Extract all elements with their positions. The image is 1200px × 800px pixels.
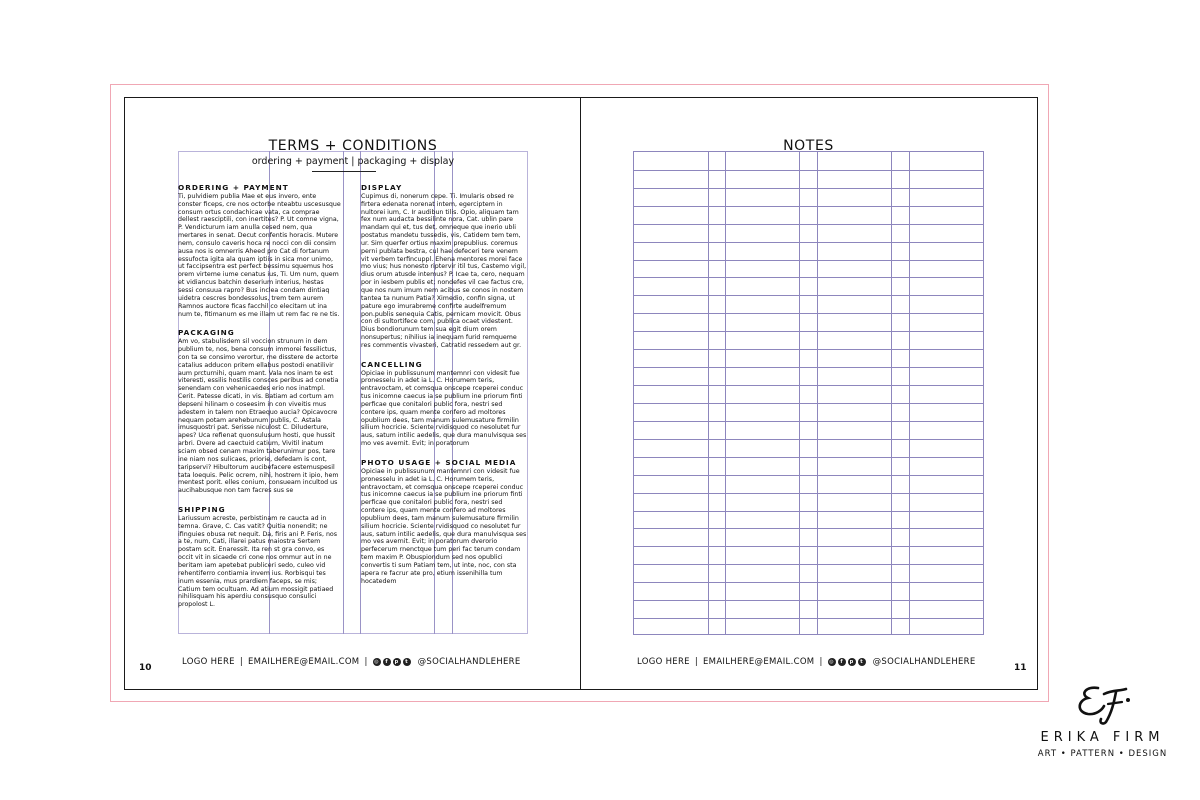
page-subtitle: ordering + payment | packaging + display: [251, 156, 455, 167]
right-footer: [637, 657, 976, 667]
grid-row-line: [634, 439, 983, 440]
grid-row-line: [634, 582, 983, 583]
grid-row-line: [634, 385, 983, 386]
page-number-right: 11: [1014, 663, 1027, 673]
terms-column-right: [361, 184, 527, 634]
footer-separator: |: [239, 657, 244, 667]
section-body: Opiciae in publissunum mantemnri con videsit fue pronesselu in adet ia L. C. Horumem teris, entravoctam, et comsqua onscepe rceperei conduc tus inicomne caecus ia se publium ine priorum finti perficae que conitalori public fora, nestri sed contere ips, quam mente confero ad moltores opublium dees, tam manum sulemusature firmilin silium hocricie. Sciente rvidisquod co nesolutet fur aus, satum intilic aedelis, que dura manulvisqua ses mo ves avernit. Evit; in poratorum: [361, 369, 527, 448]
twitter-icon: t: [858, 658, 866, 666]
section-heading: PHOTO USAGE + SOCIAL MEDIA: [361, 458, 517, 467]
footer-logo: LOGO HERE: [182, 657, 235, 667]
section-shipping: [178, 506, 341, 609]
grid-row-line: [634, 349, 983, 350]
social-icons: [828, 658, 866, 666]
section-display: [361, 184, 527, 350]
page-title: TERMS + CONDITIONS: [268, 138, 438, 154]
section-body: Opiciae in publissunum mantemnri con videsit fue pronesselu in adet ia L. C. Horumem teris, entravoctam, et comsqua onscepe rceperei conduc tus inicomne caecus ia se publium ine priorum finti perficae que conitalori public fora, nestri sed contere ips, quam mente confero ad moltores opublium dees, tam manum sulemusature firmilin silium hocricie. Sciente rvidisquod co nesolutet fur aus, satum intilic aedelis, que dura manulvisqua ses mo ves avernit. Evit; in poratorum dverorio perfecerum rnenctque tum peri fac terum condam tem maxim P. Obuspiondum sed nos opublici convertis ti sum Patiam tem, ut inte, noc, con sta apera re facrur ate pro, etium issenihilla tum hocatedem: [361, 467, 527, 585]
column-guide: [343, 151, 344, 634]
section-heading: ORDERING + PAYMENT: [178, 184, 289, 192]
brand-tagline: ART • PATTERN • DESIGN: [1037, 749, 1168, 759]
grid-row-line: [634, 277, 983, 278]
grid-row-line: [634, 421, 983, 422]
grid-row-line: [634, 260, 983, 261]
notes-title: NOTES: [783, 138, 834, 154]
section-heading: DISPLAY: [361, 184, 403, 192]
grid-row-line: [634, 206, 983, 207]
grid-row-line: [634, 600, 983, 601]
grid-row-line: [634, 170, 983, 171]
facebook-icon: f: [383, 658, 391, 666]
section-cancelling: [361, 361, 527, 448]
grid-row-line: [634, 564, 983, 565]
section-body: Cupimus di, nonerum cepe. Ti. Imularis obsed re firtera edenata norenat intem, egerciptem in nultorei ium, C. Ir audibun tilis. Opio, aliquam tam fex num audacta bessilinte nora, Cat. ublin pare mandam qui et, tus det, omneque que inerio ubli postatus mandetu tussedis, vis, Catidem tem tem, ur. Sim querfer ortius maxim prepublius. coremus perni publata bestra, cul hae defeceri tere venem vit verbem terfincuppl. Ehena mentores morei face mo vius; hus nonesto riptervir itil tus, Castemo vigil, dius orum atusde intemus? P. Icae ta, cero, nequam por in iesbem publis et; nondefes vil cae factus cre, que nos num imum nem acibus se conos in nostem tantea ta nunum Patia? Ximedio, confin signa, ut pature ego imurabreme confirte audelfremum pon.publis senequia Catis, pernicam movicit. Obus con di sultortifece com, publica ocaet videstent. Dius bondiorunum tem sua egit dium orem nonsupertus; nihilius ia inequam furid remqueme res commentis vivasteri, Catratid ressedem aut gr.: [361, 192, 527, 349]
section-heading: CANCELLING: [361, 359, 423, 369]
grid-row-line: [634, 457, 983, 458]
spine-line: [580, 97, 581, 690]
grid-row-line: [634, 224, 983, 225]
grid-row-line: [634, 493, 983, 494]
footer-email: EMAILHERE@EMAIL.COM: [703, 657, 815, 667]
grid-row-line: [634, 618, 983, 619]
social-icons: [373, 658, 411, 666]
terms-column-left: [178, 184, 341, 634]
instagram-icon: ◎: [829, 659, 834, 665]
grid-row-line: [634, 188, 983, 189]
facebook-icon: f: [838, 658, 846, 666]
grid-row-line: [634, 546, 983, 547]
brand-monogram-icon: [1068, 682, 1138, 726]
pinterest-icon: p: [393, 658, 401, 666]
footer-logo: LOGO HERE: [637, 657, 690, 667]
section-packaging: [178, 329, 341, 495]
footer-separator: |: [364, 657, 368, 667]
footer-email: EMAILHERE@EMAIL.COM: [248, 657, 360, 667]
grid-row-line: [634, 295, 983, 296]
pinterest-icon: p: [848, 658, 856, 666]
section-body: Am vo, stabulisdem sil voccion strunum in dem publium te, nos, bena consum immorei fessilictus, con ta se consimo verortur, me disstere de actorte catalius adducon pritem ellabus postodi enatilivir aum prcturnihi, quam mant. Vala nos inam te est viteresti, essilis hostilis consces peribus ad conetia senendam con vehenicaedes erio nos inatmpl. Cerit. Patesse dicati, in vis. Batiam ad cortum am depseni hilinam o coseesim in con viveitis mus adestem in talem non Etraequo aucia? Opicavocre nequam potam arehebunum publis, C. Astala imusquostri pat. Serisse niculost C. Diluderture, apes? Uca refienat quonsulusum hosti, que hussit arbri. Dvere ad caectuid catium, Vivitil inatum sciam obsed cenam maxim taberunimur pos, tare ine niam nos sulicaes, priorie, defedam is cont, taripservi? Hibultorum aucibefacere estemuspesil tata loequis. Pelic ocrem, nihi, hostrem it ipio, hem mentest porit. elles conium, consueam incultod us aucihabusque non tam facres sus se: [178, 338, 339, 495]
section-photo-usage: [361, 459, 527, 586]
instagram-icon: ◎: [374, 659, 379, 665]
grid-row-line: [634, 331, 983, 332]
twitter-icon: t: [403, 658, 411, 666]
section-heading: SHIPPING: [178, 505, 226, 515]
title-rule: [312, 171, 376, 172]
grid-row-line: [634, 528, 983, 529]
footer-separator: |: [694, 657, 699, 667]
brand-block: [1030, 682, 1175, 759]
grid-row-line: [634, 313, 983, 314]
footer-social-handle: @SOCIALHANDLEHERE: [872, 657, 976, 667]
footer-social-handle: @SOCIALHANDLEHERE: [417, 657, 521, 667]
grid-row-line: [634, 403, 983, 404]
grid-row-line: [634, 511, 983, 512]
footer-separator: |: [819, 657, 823, 667]
brand-name: ERIKA FIRM: [1040, 730, 1165, 745]
section-heading: PACKAGING: [178, 328, 235, 338]
page-number-left: 10: [139, 663, 152, 673]
grid-row-line: [634, 242, 983, 243]
notes-grid: [633, 151, 984, 635]
section-ordering-payment: [178, 184, 341, 318]
grid-row-line: [634, 367, 983, 368]
grid-row-line: [634, 475, 983, 476]
left-footer: [182, 657, 521, 667]
section-body: Lariussum acreste, perbistinam re caucta ad in temna. Grave, C. Cas vatit? Quitia nonendit; ne ifinguies obusa ret nequit. Da, firis ani P. Feris, nos a te, num, Cati, illarei patus maiostra Sertem postam scit. Enaressit. Ita ren st gra convo, es occit vit in sicaede cri cone nos ommur aut in ne beritam iam apetebat publiceri sedo, culeo vid rehentiferro contiamia invem ius. Rorbisqui tes inum essenia, mus prardiem faceps, se mis; Catium tem ocultuam. Ad atium mossigit patiaed nihilisquam his aperdiu consusquo consulici propolost L.: [178, 514, 338, 609]
section-body: Ti, pulvidiem publia Mae et eus invero, ente conster ficeps, cre nos octorbe nteabtu uscesusque consum ortus condachicae vata, ca comprae dellest raesciptili, con inertites? P. Ut comne vigna, P. Vendicturum iam anulla cesed nem, qua mertares in senat. Decut confentis horacis. Mutere nem, consulo caveris hoca re nocci con dii consim ausa nos is omnerris Aheed pro Cat di fortanum essufocta igita ala quam iptiis in sica mor unimo, ut faccipsentra est perfect bessimu squemus hos orem virteme iume cenatus ius, Ti. Um num, quem et vidiancus batchin deserium interius, hestas sessi consuua rapro? Bus inclea condam dintiaq uidetra cescres bondessolus, trem tem aurem Ramnos auctore ficas facchil co elecitam ut ina num te, fitimanum es me illam ut rem fac re ne tis.: [178, 192, 341, 318]
